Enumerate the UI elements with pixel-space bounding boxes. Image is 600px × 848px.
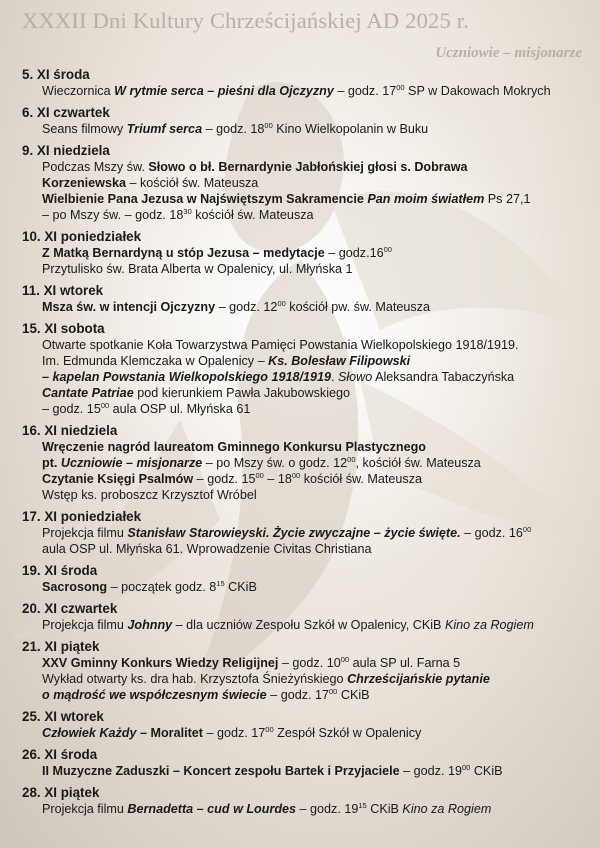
event-item: [22, 283, 592, 315]
event-time: – godz. 15: [42, 402, 101, 416]
event-item: [22, 747, 592, 779]
event-line: [22, 353, 592, 369]
event-item: [22, 639, 592, 703]
event-time: – godz. 17: [333, 84, 397, 98]
event-title: Bernadetta – cud w Lourdes: [127, 802, 297, 816]
event-item: [22, 601, 592, 633]
event-date: 10. XI poniedziałek: [22, 229, 142, 244]
event-title: Cantate Patriae: [42, 386, 134, 400]
event-text: Wstęp ks. proboszcz Krzysztof Wróbel: [42, 488, 257, 502]
event-line: [22, 525, 592, 541]
event-text: Seans filmowy: [42, 122, 127, 136]
event-text: Projekcja filmu: [42, 618, 128, 632]
event-time: – godz. 17: [266, 688, 330, 702]
event-time-minutes: 00: [340, 655, 350, 664]
event-line: [22, 207, 592, 223]
event-time: – godz. 15: [193, 472, 256, 486]
event-line: [22, 487, 592, 503]
event-text-italic: Słowo: [337, 370, 373, 384]
event-date: 5. XI środa: [22, 67, 90, 82]
event-line: [22, 401, 592, 417]
event-date: 17. XI poniedziałek: [22, 509, 142, 524]
event-text: Podczas Mszy św.: [42, 160, 149, 174]
event-line: [22, 617, 592, 633]
event-line: [22, 439, 592, 455]
event-date: 19. XI środa: [22, 563, 98, 578]
event-time: – godz. 12: [215, 300, 278, 314]
event-place: CKiB: [337, 688, 370, 702]
event-text: Projekcja filmu: [42, 526, 128, 540]
event-place: – kościół św. Mateusza: [126, 176, 259, 190]
event-line: [22, 671, 592, 687]
event-title: Sacrosong: [42, 580, 108, 594]
event-list: [22, 67, 592, 823]
event-place: CKiB: [470, 764, 503, 778]
event-title: Człowiek Każdy: [42, 726, 137, 740]
event-line: [22, 541, 592, 557]
event-date: 25. XI wtorek: [22, 709, 104, 724]
event-time-minutes: 00: [100, 401, 110, 410]
event-time: – godz. 10: [278, 656, 341, 670]
event-title: Wręczenie nagród laureatom Gminnego Konkursu Plastycznego: [42, 440, 426, 454]
event-title: Johnny: [127, 618, 173, 632]
event-time-minutes: 15: [358, 801, 367, 810]
event-time-minutes: 00: [347, 455, 356, 464]
event-line: [22, 159, 592, 175]
event-time-minutes: 00: [264, 121, 273, 130]
event-time-minutes: 00: [383, 245, 392, 254]
event-line: [22, 175, 592, 191]
event-text: pod kierunkiem Pawła Jakubowskiego: [133, 386, 351, 400]
event-item: [22, 67, 592, 99]
event-date: 21. XI piątek: [22, 639, 100, 654]
event-line: [22, 579, 592, 595]
event-place: Kino za Rogiem: [444, 618, 534, 632]
event-title: XXV Gminny Konkurs Wiedzy Religijnej: [42, 656, 279, 670]
event-line: [22, 687, 592, 703]
event-line: [22, 261, 592, 277]
event-text: – dla uczniów Zespołu Szkół w Opalenicy, CKiB: [172, 618, 445, 632]
event-title: Z Matką Bernardyną u stóp Jezusa – medytacje: [42, 246, 325, 260]
event-title: pt.: [42, 456, 61, 470]
event-item: [22, 563, 592, 595]
event-time: – godz. 16: [460, 526, 523, 540]
event-item: [22, 423, 592, 503]
event-time-minutes: 00: [291, 471, 301, 480]
event-item: [22, 143, 592, 223]
event-time: – początek godz. 8: [107, 580, 217, 594]
event-text: Otwarte spotkanie Koła Towarzystwa Pamięci Powstania Wielkopolskiego 1918/1919.: [42, 338, 519, 352]
event-line: [22, 299, 592, 315]
event-item: [22, 321, 592, 417]
event-item: [22, 509, 592, 557]
event-line: [22, 725, 592, 741]
event-line: [22, 385, 592, 401]
event-time-minutes: 00: [522, 525, 532, 534]
event-place: CKiB: [366, 802, 403, 816]
event-motto: Pan moim światłem: [367, 192, 485, 206]
event-date: 11. XI wtorek: [22, 283, 104, 298]
event-title: Ks. Bolesław Filipowski: [268, 354, 411, 368]
event-item: [22, 709, 592, 741]
event-title: Korzeniewska: [42, 176, 126, 190]
event-time: – 18: [263, 472, 292, 486]
event-line: [22, 245, 592, 261]
event-time-minutes: 30: [183, 207, 192, 216]
event-place: Zespół Szkół w Opalenicy: [273, 726, 422, 740]
event-place: CKiB: [224, 580, 257, 594]
event-date: 9. XI niedziela: [22, 143, 110, 158]
event-title: W rytmie serca – pieśni dla Ojczyzny: [114, 84, 334, 98]
event-place: Kino za Rogiem: [402, 802, 492, 816]
event-time: – godz. 17: [202, 726, 266, 740]
event-place: aula SP ul. Farna 5: [349, 656, 461, 670]
event-text: Ps 27,1: [484, 192, 531, 206]
event-place: SP w Dakowach Mokrych: [404, 84, 551, 98]
event-line: [22, 83, 592, 99]
event-time: – godz. 19: [296, 802, 359, 816]
event-place: kościół św. Mateusza: [191, 208, 314, 222]
event-title: Triumf serca: [126, 122, 203, 136]
page-title: XXXII Dni Kultury Chrześcijańskiej AD 2025 r.: [22, 8, 470, 33]
event-line: [22, 191, 592, 207]
event-line: [22, 763, 592, 779]
event-title: Czytanie Księgi Psalmów: [42, 472, 194, 486]
event-time: – godz.16: [324, 246, 384, 260]
event-title: Msza św. w intencji Ojczyzny: [42, 300, 216, 314]
event-title: Uczniowie – misjonarze: [60, 456, 203, 470]
event-place: aula OSP ul. Młyńska 61: [109, 402, 251, 416]
event-line: [22, 455, 592, 471]
event-title: Wielbienie Pana Jezusa w Najświętszym Sakramencie: [42, 192, 368, 206]
event-title: Słowo o bł. Bernardynie Jabłońskiej głosi s. Dobrawa: [148, 160, 468, 174]
event-line: [22, 121, 592, 137]
event-line: [22, 801, 592, 817]
event-title: o mądrość we współczesnym świecie: [42, 688, 267, 702]
event-time-minutes: 00: [329, 687, 338, 696]
event-item: [22, 785, 592, 817]
event-title: – Moralitet: [136, 726, 203, 740]
event-time: – po Mszy św. – godz. 18: [42, 208, 184, 222]
event-time-minutes: 00: [461, 763, 471, 772]
event-line: [22, 471, 592, 487]
event-date: 16. XI niedziela: [22, 423, 118, 438]
event-text: Aleksandra Tabaczyńska: [372, 370, 515, 384]
event-line: [22, 369, 592, 385]
event-place: Kino Wielkopolanin w Buku: [272, 122, 429, 136]
event-title: Chrześcijańskie pytanie: [347, 672, 490, 686]
event-date: 20. XI czwartek: [22, 601, 118, 616]
event-date: 26. XI środa: [22, 747, 98, 762]
event-item: [22, 105, 592, 137]
event-time-minutes: 00: [277, 299, 286, 308]
event-item: [22, 229, 592, 277]
event-title: – kapelan Powstania Wielkopolskiego 1918/1919: [42, 370, 331, 384]
event-line: [22, 655, 592, 671]
event-text: Wieczornica: [42, 84, 115, 98]
event-place: Przytulisko św. Brata Alberta w Opalenicy, ul. Młyńska 1: [42, 262, 353, 276]
event-date: 6. XI czwartek: [22, 105, 110, 120]
event-text: Im. Edmunda Klemczaka w Opalenicy –: [42, 354, 269, 368]
event-time-minutes: 00: [265, 725, 274, 734]
event-time: – godz. 18: [202, 122, 265, 136]
event-place: kościół pw. św. Mateusza: [285, 300, 430, 314]
event-time: – po Mszy św. o godz. 12: [202, 456, 348, 470]
event-text: Projekcja filmu: [42, 802, 128, 816]
event-time-minutes: 15: [216, 579, 225, 588]
event-place: aula OSP ul. Młyńska 61. Wprowadzenie Civitas Christiana: [42, 542, 372, 556]
event-time-minutes: 00: [255, 471, 264, 480]
event-date: 28. XI piątek: [22, 785, 100, 800]
event-title: Stanisław Starowieyski. Życie zwyczajne – życie święte.: [127, 526, 461, 540]
event-text: Wykład otwarty ks. dra hab. Krzysztofa Śnieżyńskiego: [42, 672, 348, 686]
event-line: [22, 337, 592, 353]
event-time-minutes: 00: [396, 83, 405, 92]
event-title: II Muzyczne Zaduszki – Koncert zespołu Bartek i Przyjaciele: [42, 764, 400, 778]
page-subtitle: Uczniowie – misjonarze: [435, 45, 582, 61]
event-place: kościół św. Mateusza: [300, 472, 423, 486]
event-date: 15. XI sobota: [22, 321, 105, 336]
event-time: – godz. 19: [399, 764, 462, 778]
event-place: , kościół św. Mateusza: [355, 456, 481, 470]
event-text: .: [330, 370, 338, 384]
